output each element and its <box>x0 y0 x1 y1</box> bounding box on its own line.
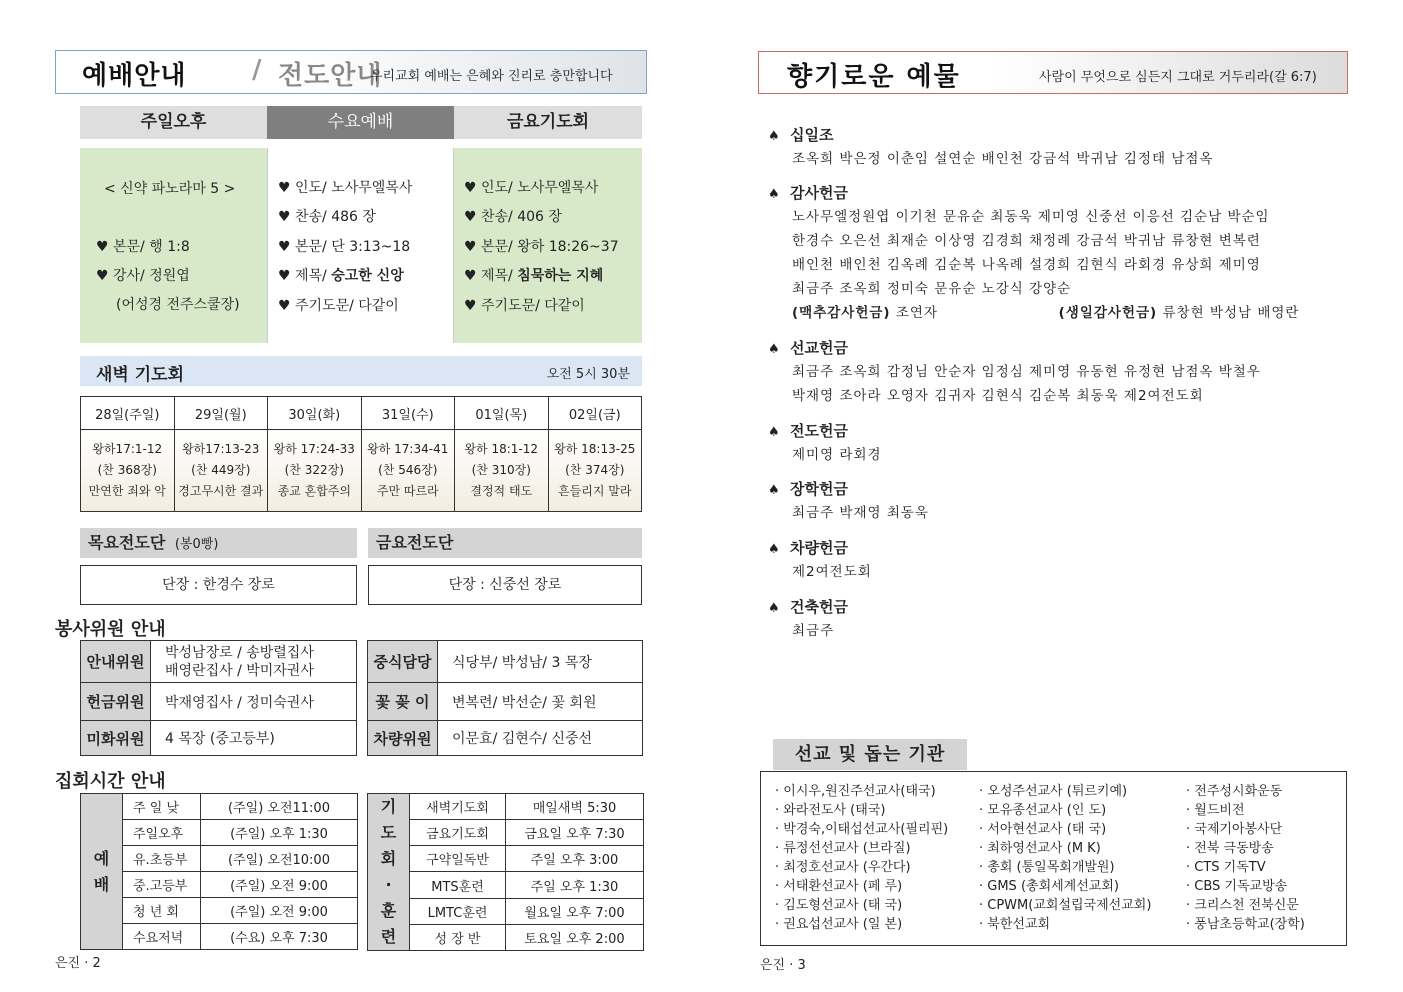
volunteer-value: 박성남장로 / 송방렬집사 배영란집사 / 박미자권사 <box>151 641 357 683</box>
volunteer-value: 4 목장 (중고등부) <box>151 721 357 756</box>
spade-icon: ♠ <box>768 187 780 202</box>
offering-scholarship: ♠ 장학헌금 최금주 박재영 최동욱 <box>768 480 929 521</box>
volunteer-value: 식당부/ 박성남/ 3 목장 <box>438 641 643 683</box>
speaker-note: (어성경 전주스쿨장) <box>116 297 240 313</box>
prayer-time: 토요일 오후 2:00 <box>506 924 644 950</box>
missions-box <box>760 771 1347 946</box>
dawn-prayer-header <box>80 356 642 386</box>
dawn-entry: 왕하 18:13-25 (찬 374장) 흔들리지 말라 <box>548 430 642 512</box>
prayer-time: 매일새벽 5:30 <box>506 794 644 820</box>
volunteers-table-right <box>367 640 643 756</box>
wed-leader: ♥ 인도/ 노사무엘목사 <box>278 180 413 196</box>
missions-col-2: · 오성주선교사 (튀르키예) · 모유종선교사 (인 도) · 서아현선교사 (태 국) · 최하영선교사 (M K) · 총회 (통일목회개발원) · GMS (총회세계선교회) · CPWM(교회설립국제선교회) · 북한선교회 <box>979 784 1152 932</box>
sunday-scripture: ♥ 본문/ 행 1:8 <box>96 239 190 255</box>
volunteer-label: 꽃 꽂 이 <box>368 683 438 721</box>
prayer-name: 구약일독반 <box>410 846 506 872</box>
offering-building: ♠ 건축헌금 최금주 <box>768 598 848 639</box>
tab-sunday-afternoon[interactable]: 주일오후 <box>80 106 267 139</box>
worship-name: 청 년 회 <box>123 898 201 924</box>
volunteer-label: 안내위원 <box>81 641 151 683</box>
wed-scripture: ♥ 본문/ 단 3:13~18 <box>278 239 411 255</box>
prayer-time: 주일 오후 1:30 <box>506 872 644 898</box>
fri-leader: ♥ 인도/ 노사무엘목사 <box>464 180 599 196</box>
dawn-entry: 왕하17:1-12 (찬 368장) 만연한 죄와 악 <box>81 430 175 512</box>
worship-time: (주일) 오전10:00 <box>201 846 358 872</box>
volunteer-value: 이문효/ 김현수/ 신중선 <box>438 721 643 756</box>
volunteers-heading: 봉사위원 안내 <box>55 619 166 640</box>
missions-heading: 선교 및 돕는 기관 <box>773 739 967 770</box>
thursday-team-note: (봉0빵) <box>174 537 219 552</box>
wednesday-column <box>267 148 454 343</box>
worship-name: 주 일 낮 <box>123 794 201 820</box>
offering-tithe: ♠ 십일조 조옥희 박은정 이춘임 설연순 배인천 강금석 박귀남 김정태 남점옥 <box>768 126 1214 167</box>
dawn-day: 28일(주일) <box>81 397 175 430</box>
fri-title: ♥ 제목/ 침묵하는 지혜 <box>464 268 604 284</box>
worship-time: (주일) 오전 9:00 <box>201 898 358 924</box>
prayer-time: 월요일 오후 7:00 <box>506 898 644 924</box>
meetings-heading: 집회시간 안내 <box>55 771 166 792</box>
title-evangelism: 전도안내 <box>278 61 383 91</box>
worship-time: (수요) 오후 7:30 <box>201 924 358 950</box>
spade-icon: ♠ <box>768 129 780 144</box>
offerings-title: 향기로운 예물 <box>787 62 961 92</box>
prayer-time: 주일 오후 3:00 <box>506 846 644 872</box>
tab-wednesday[interactable]: 수요예배 <box>267 106 454 139</box>
thursday-team-leader: 단장 : 한경수 장로 <box>80 565 357 605</box>
offering-vehicle: ♠ 차량헌금 제2여전도회 <box>768 539 872 580</box>
dawn-day: 31일(수) <box>361 397 455 430</box>
dawn-prayer-table <box>80 396 642 512</box>
prayer-training-table <box>367 793 644 951</box>
spade-icon: ♠ <box>768 425 780 440</box>
offering-missions: ♠ 선교헌금 최금주 조옥희 감정님 안순자 임정심 제미영 유동현 유정현 남점옥 박철우 박재영 조아라 오영자 김귀자 김현식 김순복 최동욱 제2여전도회 <box>768 339 1261 404</box>
wed-hymn: ♥ 찬송/ 486 장 <box>278 209 376 225</box>
missions-col-1: · 이시우,원진주선교사(태국) · 와라전도사 (태국) · 박경숙,이태섭선교사(필리핀) · 류정선선교사 (브라질) · 최정호선교사 (우간다) · 서태환선교사 (페 루) · 김도형선교사 (태 국) · 권요섭선교사 (일 본) <box>775 784 949 932</box>
worship-time: (주일) 오후 1:30 <box>201 820 358 846</box>
spade-icon: ♠ <box>768 601 780 616</box>
dawn-day: 02일(금) <box>548 397 642 430</box>
sunday-speaker: ♥ 강사/ 정원엽 <box>96 268 190 284</box>
spade-icon: ♠ <box>768 483 780 498</box>
dawn-day: 30일(화) <box>268 397 362 430</box>
volunteer-value: 박재영집사 / 정미숙권사 <box>151 683 357 721</box>
page-number-right: 은진 · 3 <box>760 958 806 973</box>
volunteer-label: 헌금위원 <box>81 683 151 721</box>
page-number-left: 은진 · 2 <box>55 956 101 971</box>
dawn-entry: 왕하 17:24-33 (찬 322장) 종교 혼합주의 <box>268 430 362 512</box>
dawn-prayer-title: 새벽 기도회 <box>96 365 185 385</box>
service-details <box>80 148 642 343</box>
right-title-box <box>758 51 1348 94</box>
worship-times-table <box>80 793 358 950</box>
volunteer-label: 미화위원 <box>81 721 151 756</box>
missions-col-3: · 전주성시화운동 · 월드비전 · 국제기아봉사단 · 전북 극동방송 · CTS 기독TV · CBS 기독교방송 · 크리스천 전북신문 · 풍남초등학교(장학) <box>1186 784 1305 932</box>
tab-friday-prayer[interactable]: 금요기도회 <box>454 106 642 139</box>
title-subtitle: 우리교회 예배는 은혜와 진리로 충만합니다 <box>370 69 613 84</box>
prayer-name: 새벽기도회 <box>410 794 506 820</box>
wed-title: ♥ 제목/ 숭고한 신앙 <box>278 268 404 284</box>
worship-name: 수요저녁 <box>123 924 201 950</box>
spade-icon: ♠ <box>768 342 780 357</box>
title-worship: 예배안내 <box>82 61 187 91</box>
prayer-name: MTS훈련 <box>410 872 506 898</box>
fri-lords-prayer: ♥ 주기도문/ 다같이 <box>464 298 585 314</box>
prayer-name: 금요기도회 <box>410 820 506 846</box>
wed-lords-prayer: ♥ 주기도문/ 다같이 <box>278 298 399 314</box>
worship-name: 주일오후 <box>123 820 201 846</box>
fri-scripture: ♥ 본문/ 왕하 18:26~37 <box>464 239 619 255</box>
dawn-entry: 왕하 17:34-41 (찬 546장) 주만 따르라 <box>361 430 455 512</box>
worship-time: (주일) 오전11:00 <box>201 794 358 820</box>
friday-team-leader: 단장 : 신중선 장로 <box>368 565 642 605</box>
prayer-name: LMTC훈련 <box>410 898 506 924</box>
worship-name: 중.고등부 <box>123 872 201 898</box>
sunday-afternoon-column <box>80 148 267 343</box>
offerings-subtitle: 사람이 무엇으로 심든지 그대로 거두리라(갈 6:7) <box>1039 70 1317 85</box>
left-title-box <box>55 50 647 94</box>
volunteer-label: 차량위원 <box>368 721 438 756</box>
spade-icon: ♠ <box>768 542 780 557</box>
offering-thanks: ♠ 감사헌금 노사무엘정원엽 이기천 문유순 최동욱 제미영 신중선 이응선 김순남 박순임 한경수 오은선 최재순 이상영 김경희 채정례 강금석 박귀남 류창현 변복련 배인천 배인천 김옥례 김순복 나옥례 설경희 김현식 라회경 유상희 제미영 최금주 조옥희 정미숙 문유순 노강식 강양순 (맥추감사헌금) 조연자 (생일감사헌금) 류창현 박성남 배영란 <box>768 184 1300 321</box>
sermon-series: < 신약 파노라마 5 > <box>104 181 236 197</box>
service-tabs <box>80 106 642 139</box>
dawn-entry: 왕하17:13-23 (찬 449장) 경고무시한 결과 <box>174 430 268 512</box>
worship-time: (주일) 오전 9:00 <box>201 872 358 898</box>
worship-name: 유.초등부 <box>123 846 201 872</box>
prayer-training-label: 기 도 회 · 훈 련 <box>368 794 410 951</box>
dawn-day: 29일(월) <box>174 397 268 430</box>
title-slash: / <box>252 55 263 85</box>
prayer-name: 성 장 반 <box>410 924 506 950</box>
friday-team-header: 금요전도단 <box>368 528 642 558</box>
volunteers-table-left <box>80 640 357 756</box>
worship-label: 예 배 <box>81 794 123 950</box>
volunteer-label: 중식담당 <box>368 641 438 683</box>
thursday-team-header: 목요전도단 (봉0빵) <box>80 528 357 558</box>
friday-column <box>454 148 642 343</box>
dawn-prayer-time: 오전 5시 30분 <box>546 367 630 382</box>
dawn-entry: 왕하 18:1-12 (찬 310장) 결정적 태도 <box>455 430 549 512</box>
volunteer-value: 변복련/ 박선순/ 꽃 회원 <box>438 683 643 721</box>
dawn-day: 01일(목) <box>455 397 549 430</box>
fri-hymn: ♥ 찬송/ 406 장 <box>464 209 562 225</box>
prayer-time: 금요일 오후 7:30 <box>506 820 644 846</box>
offering-evangelism: ♠ 전도헌금 제미영 라회경 <box>768 422 882 463</box>
